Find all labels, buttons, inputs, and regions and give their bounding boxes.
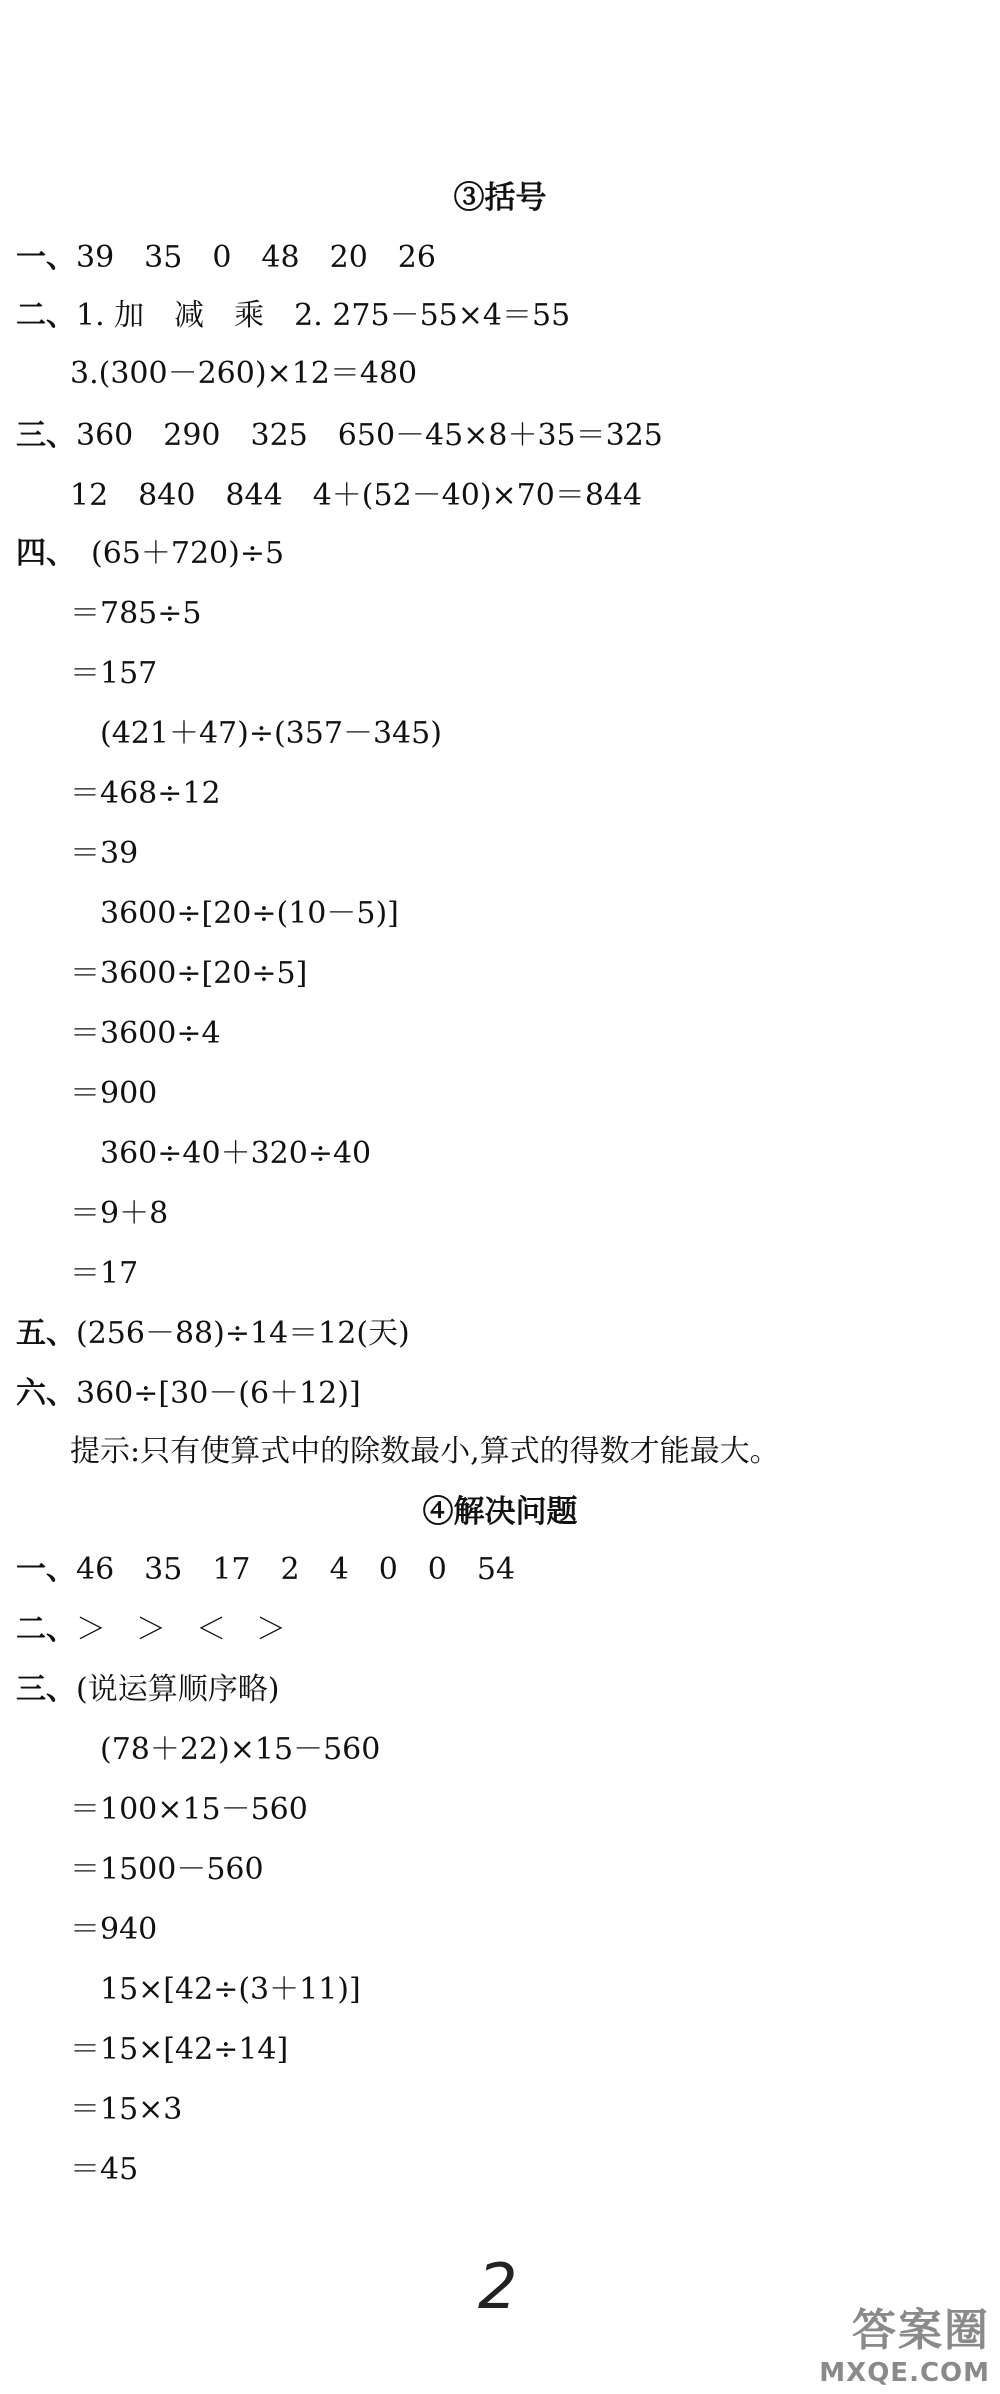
item-label: 二、 [16,1612,76,1647]
line-text: ＝1500－560 [70,1852,264,1887]
item-label: 四、 [16,536,61,571]
page-number: 2 [478,2250,518,2323]
answer-line [16,1376,361,1412]
line-text: ＝3600÷4 [70,1016,221,1051]
answer-line [70,836,138,872]
line-text: 15×[42÷(3＋11)] [70,1972,361,2007]
answer-line [16,418,663,454]
answer-line [70,1256,138,1292]
line-text: (说运算顺序略) [76,1672,280,1707]
answer-line [70,1852,264,1888]
line-text: ＝3600÷[20÷5] [70,956,308,991]
line-text: 360 290 325 650－45×8＋35＝325 [76,418,663,453]
line-text: ＝940 [70,1912,158,1947]
line-text: 39 35 0 48 20 26 [76,240,436,275]
answer-line [70,1792,308,1828]
line-text: ＝900 [70,1076,158,1111]
answer-line [70,956,307,992]
line-text: ＝15×[42÷14] [70,2032,289,2067]
line-text: 360÷[30－(6＋12)] [76,1376,361,1411]
line-text: ＝39 [70,836,139,871]
section-heading: ③括号 [453,180,547,216]
line-text: 1. 加 减 乘 2. 275－55×4＝55 [76,298,571,333]
answer-line [16,1316,410,1352]
line-text: 46 35 17 2 4 0 0 54 [76,1552,516,1587]
answer-line [70,1076,157,1112]
line-text: ＝45 [70,2152,139,2187]
item-label: 三、 [16,418,76,453]
answer-line [70,478,642,514]
answer-line [70,356,417,392]
item-label: 五、 [16,1316,76,1351]
answer-line [70,896,399,932]
item-label: 一、 [16,240,76,275]
answer-line [70,656,157,692]
answer-line [16,1612,286,1648]
item-label: 三、 [16,1672,76,1707]
answer-line [70,716,442,752]
section-heading: ④解决问题 [422,1494,578,1530]
line-text: 3.(300－260)×12＝480 [70,356,418,391]
line-text: (256－88)÷14＝12(天) [76,1316,410,1351]
answer-line [70,1434,780,1470]
answer-line [70,776,221,812]
site-watermark [819,2294,990,2388]
line-text: ＝157 [70,656,158,691]
watermark-logo-text: 答案圈 [852,2305,990,2356]
answer-line [70,1972,361,2008]
answer-line [16,298,570,334]
line-text: (421＋47)÷(357－345) [70,716,442,751]
line-text: ＝15×3 [70,2092,183,2127]
watermark-url: MXQE.COM [819,2358,990,2388]
line-text: 12 840 844 4＋(52－40)×70＝844 [70,478,643,513]
line-text: 提示:只有使算式中的除数最小,算式的得数才能最大。 [70,1434,780,1469]
answer-line [70,1196,168,1232]
item-label: 二、 [16,298,76,333]
line-text: ＝100×15－560 [70,1792,308,1827]
line-text: 360÷40＋320÷40 [70,1136,372,1171]
line-text: ＞ ＞ ＜ ＞ [76,1612,286,1647]
answer-line [70,596,201,632]
answer-line [70,2032,288,2068]
line-text: ＝17 [70,1256,139,1291]
answer-line [16,536,284,572]
item-label: 一、 [16,1552,76,1587]
answer-line [70,1912,157,1948]
line-text: ＝468÷12 [70,776,221,811]
answer-line [16,1672,279,1708]
line-text: ＝9＋8 [70,1196,169,1231]
line-text: 3600÷[20÷(10－5)] [70,896,399,931]
line-text: ＝785÷5 [70,596,202,631]
answer-line [70,1016,221,1052]
answer-line [70,2092,182,2128]
answer-line [70,1732,380,1768]
item-label: 六、 [16,1376,76,1411]
answer-line [16,240,436,276]
answer-line [70,1136,371,1172]
answer-line [16,1552,515,1588]
line-text: (78＋22)×15－560 [70,1732,381,1767]
line-text: (65＋720)÷5 [61,536,285,571]
answer-line [70,2152,138,2188]
